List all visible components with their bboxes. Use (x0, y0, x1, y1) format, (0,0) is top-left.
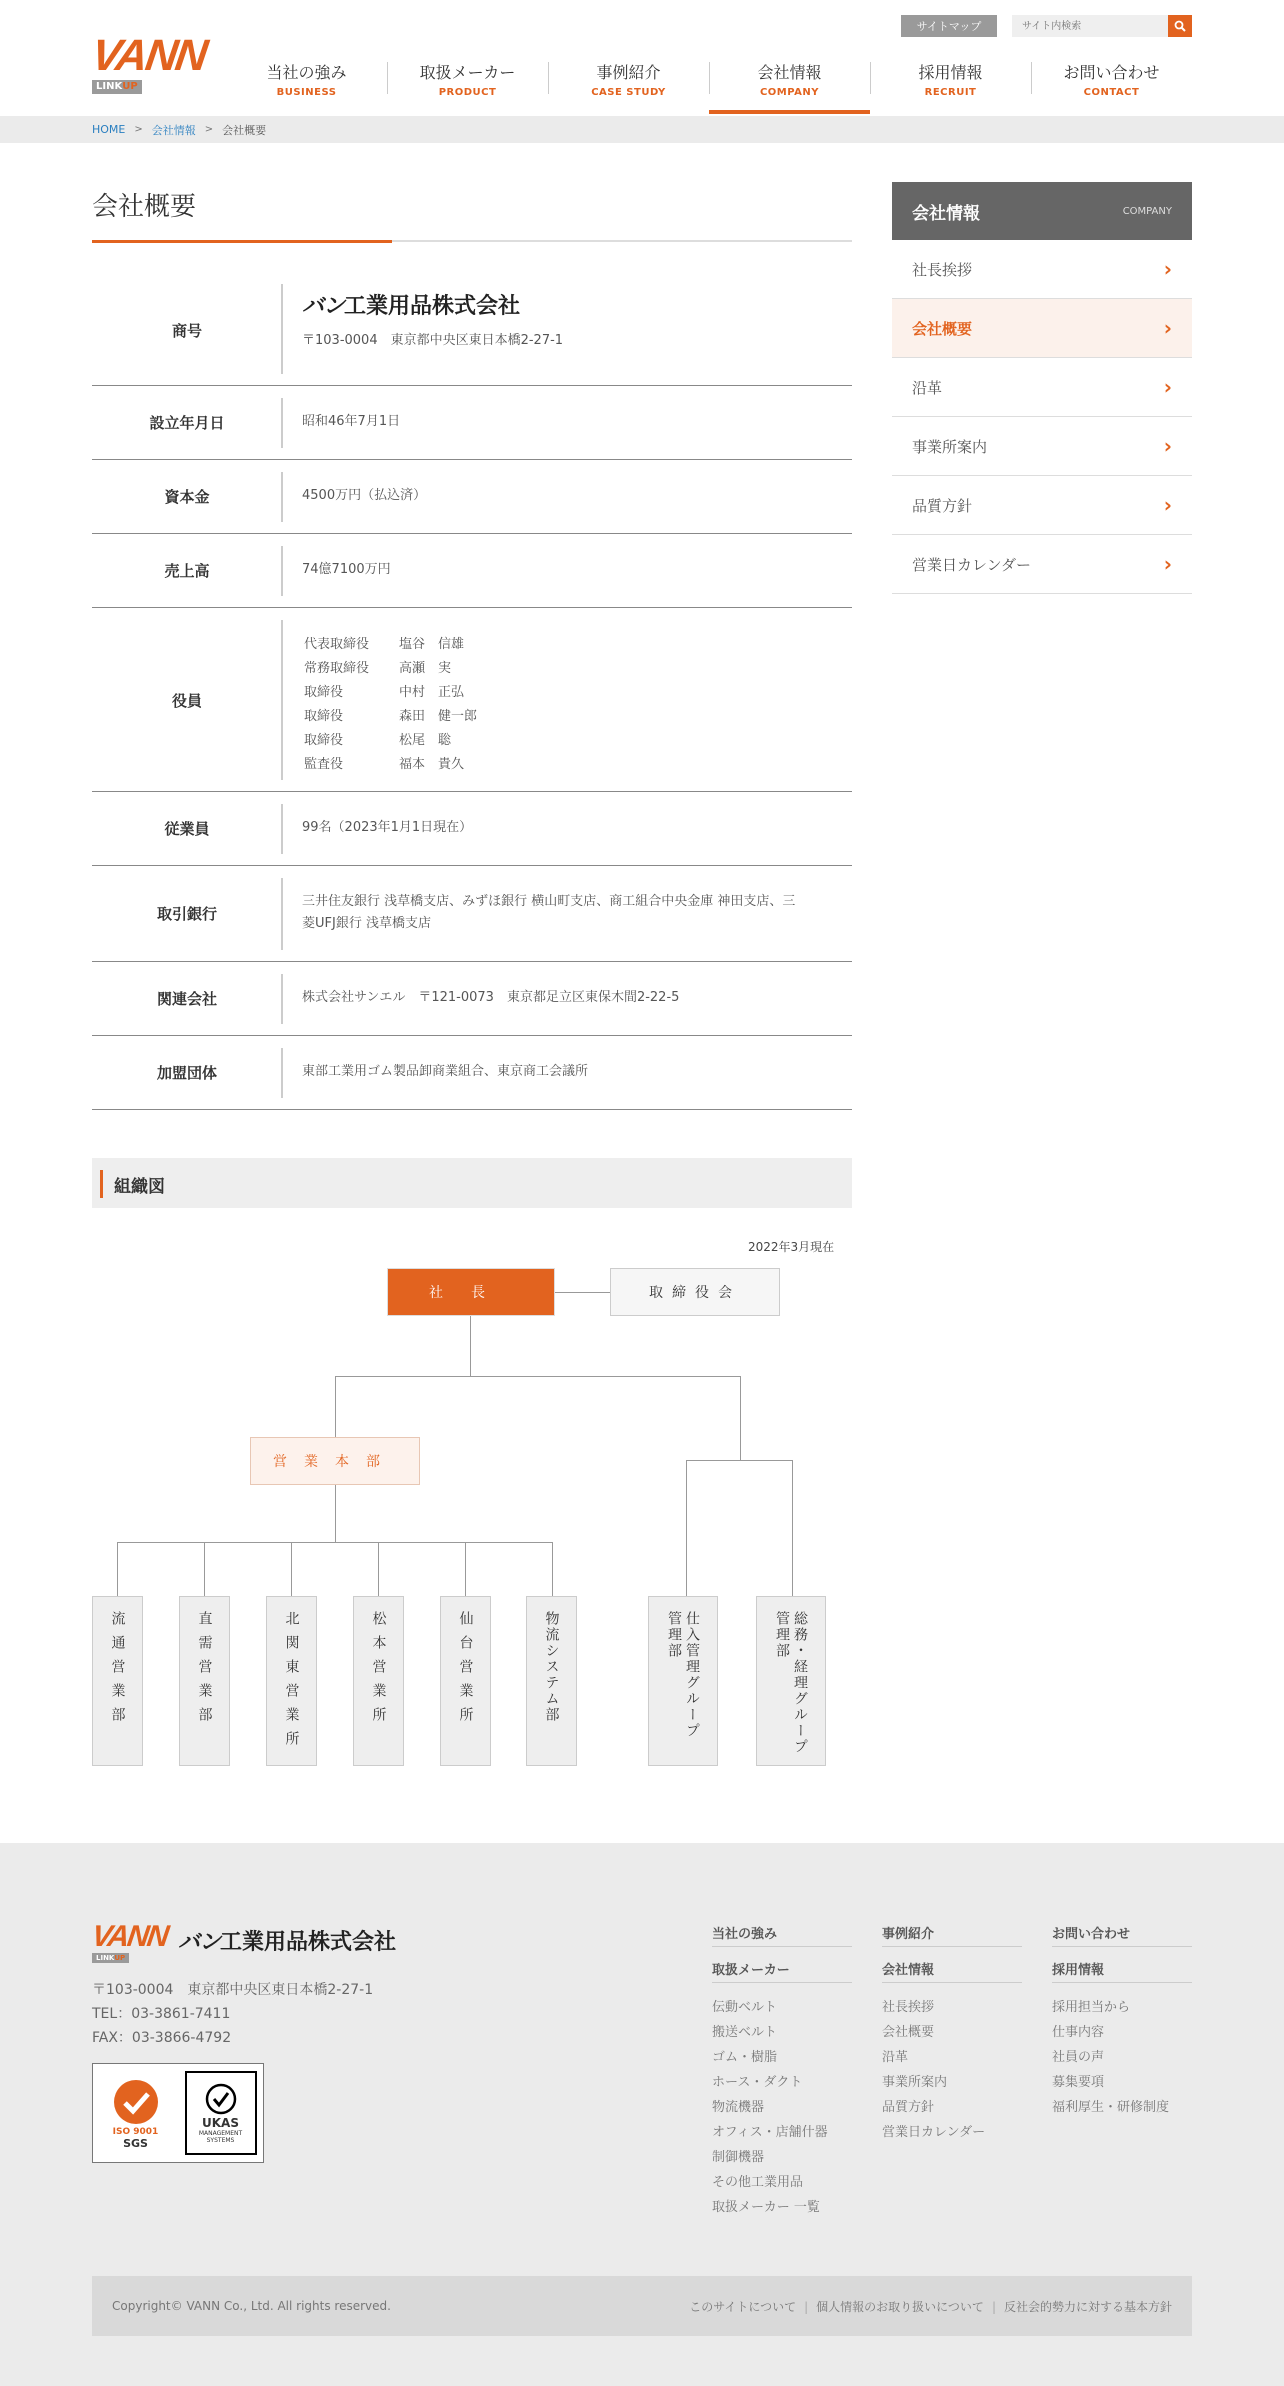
officer-name: 高瀬 実 (399, 661, 452, 676)
nav-label: 会社情報 (757, 63, 822, 82)
org-president-box: 社長 (387, 1268, 555, 1316)
org-mgmt-col2: 仕入管理グループ (684, 1611, 700, 1739)
footer-link[interactable]: 福利厚生・研修制度 (1052, 2100, 1170, 2115)
org-mgmt-box (756, 1596, 826, 1766)
page-title: 会社概要 (92, 192, 197, 222)
footer-tel: TEL：03-3861-7411 (92, 2006, 231, 2022)
org-board-box: 取締役会 (610, 1268, 780, 1316)
org-branch-box (92, 1596, 143, 1766)
nav-label: お問い合わせ (1063, 63, 1160, 82)
footer-logo-tagline-up: UP (114, 1954, 126, 1962)
breadcrumb-current: 会社概要 (222, 123, 267, 137)
profile-row-employees (92, 792, 852, 866)
profile-label: 関連会社 (156, 990, 217, 1008)
org-branch-label: 北関東営業所 (283, 1611, 300, 1755)
chevron-right-icon: > (134, 124, 143, 135)
banks-line: 三井住友銀行 浅草橋支店、みずほ銀行 横山町支店、商工組合中央金庫 神田支店、三 (302, 894, 796, 909)
footer-head-business[interactable]: 当社の強み (712, 1923, 852, 1947)
breadcrumb (92, 116, 266, 143)
iso-label: ISO 9001 (112, 2126, 159, 2137)
sidebar-item-label: 社長挨拶 (912, 260, 973, 279)
officer-role: 取締役 (304, 709, 344, 724)
chevron-right-icon: › (1163, 552, 1172, 576)
chevron-right-icon: › (1163, 493, 1172, 517)
banks-line: 菱UFJ銀行 浅草橋支店 (302, 916, 431, 931)
officer-row (304, 706, 505, 728)
nav-label: 事例紹介 (596, 63, 661, 82)
chevron-right-icon: › (1163, 434, 1172, 458)
sitemap-button[interactable]: サイトマップ (901, 15, 997, 37)
officer-name: 松尾 聡 (399, 733, 452, 748)
officers-table (302, 632, 507, 778)
footer-link[interactable]: 取扱メーカー 一覧 (712, 2200, 820, 2215)
profile-label: 設立年月日 (149, 414, 225, 432)
footer-head-company[interactable]: 会社情報 (882, 1959, 1022, 1983)
profile-value (302, 296, 563, 352)
officer-row (304, 730, 505, 752)
certification-badges (92, 2063, 264, 2163)
org-mgmt-col2: 総務・経理グループ (792, 1611, 808, 1755)
footer-fax: FAX：03-3866-4792 (92, 2030, 232, 2046)
nav-product[interactable] (387, 52, 548, 114)
footer-col-2 (882, 1923, 1022, 2145)
footer-link-antisocial-policy[interactable]: 反社会的勢力に対する基本方針 (1003, 2299, 1172, 2314)
sidebar-item-offices[interactable] (892, 417, 1192, 476)
logo-tagline-up: UP (122, 81, 138, 92)
nav-sublabel: PRODUCT (438, 87, 497, 98)
search-icon (1174, 20, 1186, 32)
chevron-right-icon: › (1163, 316, 1172, 340)
nav-sublabel: BUSINESS (276, 87, 337, 98)
org-branch-box (179, 1596, 230, 1766)
search-button[interactable] (1168, 15, 1192, 37)
nav-sublabel: CASE STUDY (591, 87, 666, 98)
profile-row-banks (92, 866, 852, 962)
footer-head-contact[interactable]: お問い合わせ (1052, 1923, 1192, 1947)
org-branch-box (353, 1596, 404, 1766)
global-nav (226, 52, 1192, 114)
footer-link[interactable]: 社長挨拶 (882, 2000, 935, 2015)
org-branch-label: 流通営業部 (109, 1611, 126, 1731)
sidebar-item-label: 品質方針 (912, 496, 973, 515)
company-name (302, 296, 563, 318)
officer-row (304, 658, 505, 680)
org-mgmt-col1: 管理部 (774, 1611, 790, 1659)
nav-recruit[interactable] (870, 52, 1031, 114)
footer-link[interactable]: 採用担当から (1052, 2000, 1131, 2015)
footer-link[interactable]: 物流機器 (712, 2100, 765, 2115)
sidebar-title: 会社情報 (912, 203, 980, 224)
org-branch-box (266, 1596, 317, 1766)
chevron-right-icon: › (1163, 257, 1172, 281)
footer-company-name (178, 1925, 396, 1956)
footer-link[interactable]: その他工業用品 (712, 2175, 804, 2190)
footer-link[interactable]: 事業所案内 (882, 2075, 948, 2090)
profile-label: 商号 (171, 322, 202, 340)
sidebar-item-history[interactable] (892, 358, 1192, 417)
officer-row (304, 682, 505, 704)
profile-value: 4500万円（払込済） (302, 488, 427, 503)
nav-label: 当社の強み (266, 63, 347, 82)
footer-link[interactable]: 沿革 (882, 2050, 909, 2065)
profile-label: 役員 (171, 692, 202, 710)
footer-link[interactable]: ゴム・樹脂 (712, 2050, 778, 2065)
officer-name: 福本 貴久 (399, 757, 465, 772)
footer-link[interactable]: 制御機器 (712, 2150, 765, 2165)
footer-link-about-site[interactable]: このサイトについて (689, 2299, 797, 2314)
ukas-badge (185, 2071, 257, 2155)
copyright: Copyright© VANN Co., Ltd. All rights reserved. (112, 2299, 391, 2313)
footer-link[interactable]: 募集要項 (1052, 2075, 1105, 2090)
profile-value: 株式会社サンエル 〒121-0073 東京都足立区東保木間2-22-5 (302, 990, 680, 1005)
footer-company-rest: 工業用品株式会社 (220, 1930, 397, 1955)
search-input[interactable] (1012, 15, 1168, 37)
profile-value (302, 891, 795, 935)
footer-logo-tagline: LINKUP (92, 1953, 129, 1963)
chevron-right-icon: > (204, 124, 214, 135)
footer-link[interactable]: 品質方針 (882, 2100, 935, 2115)
sgs-iso-badge (100, 2071, 172, 2155)
sidebar-item-label: 会社概要 (912, 319, 973, 338)
profile-label: 取引銀行 (156, 905, 217, 923)
sidebar-heading (892, 182, 1192, 240)
sidebar-item-greeting[interactable] (892, 240, 1192, 299)
checkmark-icon (204, 2082, 238, 2116)
footer-contact (92, 1978, 373, 2050)
company-name-rest: 工業用品株式会社 (344, 294, 521, 319)
ukas-sublabel: MANAGEMENT SYSTEMS (198, 2130, 243, 2144)
footer-col-3 (1052, 1923, 1192, 2120)
profile-row-officers (92, 608, 852, 792)
profile-row-name (92, 278, 852, 386)
org-chart-heading (92, 1158, 852, 1208)
logo-wordmark: VANN (88, 31, 209, 80)
org-branch-label: 直需営業部 (196, 1611, 213, 1731)
sidebar-item-label: 営業日カレンダー (912, 555, 1032, 574)
org-branch-label: 松本営業所 (370, 1611, 387, 1731)
profile-label: 従業員 (164, 820, 210, 838)
profile-value: 東部工業用ゴム製品卸商業組合、東京商工会議所 (302, 1064, 589, 1079)
org-branch-box (440, 1596, 491, 1766)
footer-head-recruit[interactable]: 採用情報 (1052, 1959, 1192, 1983)
officer-name: 塩谷 信雄 (399, 637, 465, 652)
nav-company[interactable] (709, 52, 870, 114)
nav-case-study[interactable] (548, 52, 709, 114)
profile-row-associations (92, 1036, 852, 1110)
breadcrumb-home[interactable]: HOME (92, 123, 126, 136)
footer-bottom-bar (92, 2276, 1192, 2336)
footer-link[interactable]: 社員の声 (1052, 2050, 1105, 2065)
footer-link[interactable]: 仕事内容 (1052, 2025, 1105, 2040)
officer-role: 取締役 (304, 733, 344, 748)
footer-link-privacy[interactable]: 個人情報のお取り扱いについて (816, 2299, 984, 2314)
ukas-label: UKAS (202, 2116, 239, 2130)
org-chart-date: 2022年3月現在 (748, 1240, 835, 1254)
officer-row (304, 634, 505, 656)
footer-head-case-study[interactable]: 事例紹介 (882, 1923, 1022, 1947)
profile-row-sales (92, 534, 852, 608)
officer-row (304, 754, 505, 776)
org-mgmt-col1: 管理部 (666, 1611, 682, 1659)
footer-link[interactable]: オフィス・店舗什器 (712, 2125, 828, 2140)
checkmark-icon (111, 2077, 161, 2127)
profile-row-affiliates (92, 962, 852, 1036)
officer-role: 監査役 (304, 757, 344, 772)
footer-link[interactable]: 会社概要 (882, 2025, 935, 2040)
company-address: 〒103-0004 東京都中央区東日本橋2-27-1 (302, 333, 564, 348)
sidebar-item-calendar[interactable] (892, 535, 1192, 594)
profile-row-capital (92, 460, 852, 534)
org-sales-hq-box: 営業本部 (250, 1437, 420, 1485)
profile-value: 99名（2023年1月1日現在） (302, 820, 473, 835)
footer-head-product[interactable]: 取扱メーカー (712, 1959, 852, 1983)
footer-link[interactable]: 営業日カレンダー (882, 2125, 986, 2140)
nav-contact[interactable] (1031, 52, 1192, 114)
org-branch-label: 仙台営業所 (457, 1611, 474, 1731)
footer-address: 〒103-0004 東京都中央区東日本橋2-27-1 (92, 1982, 374, 1998)
nav-sublabel: COMPANY (759, 87, 820, 98)
org-chart-title: 組織図 (114, 1177, 165, 1197)
profile-row-founded (92, 386, 852, 460)
footer-logo-wordmark: VANN (89, 1920, 170, 1953)
footer-logo[interactable] (89, 1920, 170, 1962)
profile-value: 74億7100万円 (302, 562, 391, 577)
nav-business[interactable] (226, 52, 387, 114)
profile-value: 昭和46年7月1日 (302, 414, 401, 429)
footer-company-brand: バン (178, 1930, 221, 1955)
org-branch-label: 物流システム部 (543, 1611, 560, 1723)
breadcrumb-company[interactable]: 会社情報 (151, 123, 196, 137)
sidebar-item-quality[interactable] (892, 476, 1192, 535)
nav-label: 取扱メーカー (419, 63, 516, 82)
site-logo[interactable] (88, 31, 209, 98)
title-rule-accent (92, 240, 392, 243)
nav-sublabel: CONTACT (1083, 87, 1140, 98)
heading-accent-bar (100, 1170, 103, 1198)
sidebar-item-label: 沿革 (912, 378, 943, 397)
profile-label: 売上高 (164, 562, 210, 580)
company-brand: バン (302, 294, 345, 319)
nav-label: 採用情報 (918, 63, 983, 82)
profile-value (302, 632, 507, 778)
sidebar-item-label: 事業所案内 (912, 437, 988, 456)
profile-label: 資本金 (164, 488, 210, 506)
footer-link[interactable]: 搬送ベルト (712, 2025, 778, 2040)
officer-name: 森田 健一郎 (399, 709, 478, 724)
org-mgmt-box (648, 1596, 718, 1766)
sidebar-item-overview[interactable] (892, 299, 1192, 358)
officer-name: 中村 正弘 (399, 685, 465, 700)
officer-role: 取締役 (304, 685, 344, 700)
sgs-label: SGS (123, 2136, 148, 2150)
footer-legal-links: このサイトについて | 個人情報のお取り扱いについて | 反社会的勢力に対する基本方針 (689, 2299, 1172, 2314)
logo-tagline: LINKUP (92, 80, 142, 94)
officer-role: 常務取締役 (304, 661, 370, 676)
sidebar-title-en: COMPANY (1122, 205, 1172, 217)
profile-label: 加盟団体 (156, 1064, 217, 1082)
nav-sublabel: RECRUIT (924, 87, 977, 98)
officer-role: 代表取締役 (304, 637, 370, 652)
footer-link[interactable]: 伝動ベルト (712, 2000, 778, 2015)
chevron-right-icon: › (1163, 375, 1172, 399)
footer-col-1 (712, 1923, 852, 2220)
footer-link[interactable]: ホース・ダクト (712, 2075, 803, 2090)
org-branch-box (526, 1596, 577, 1766)
